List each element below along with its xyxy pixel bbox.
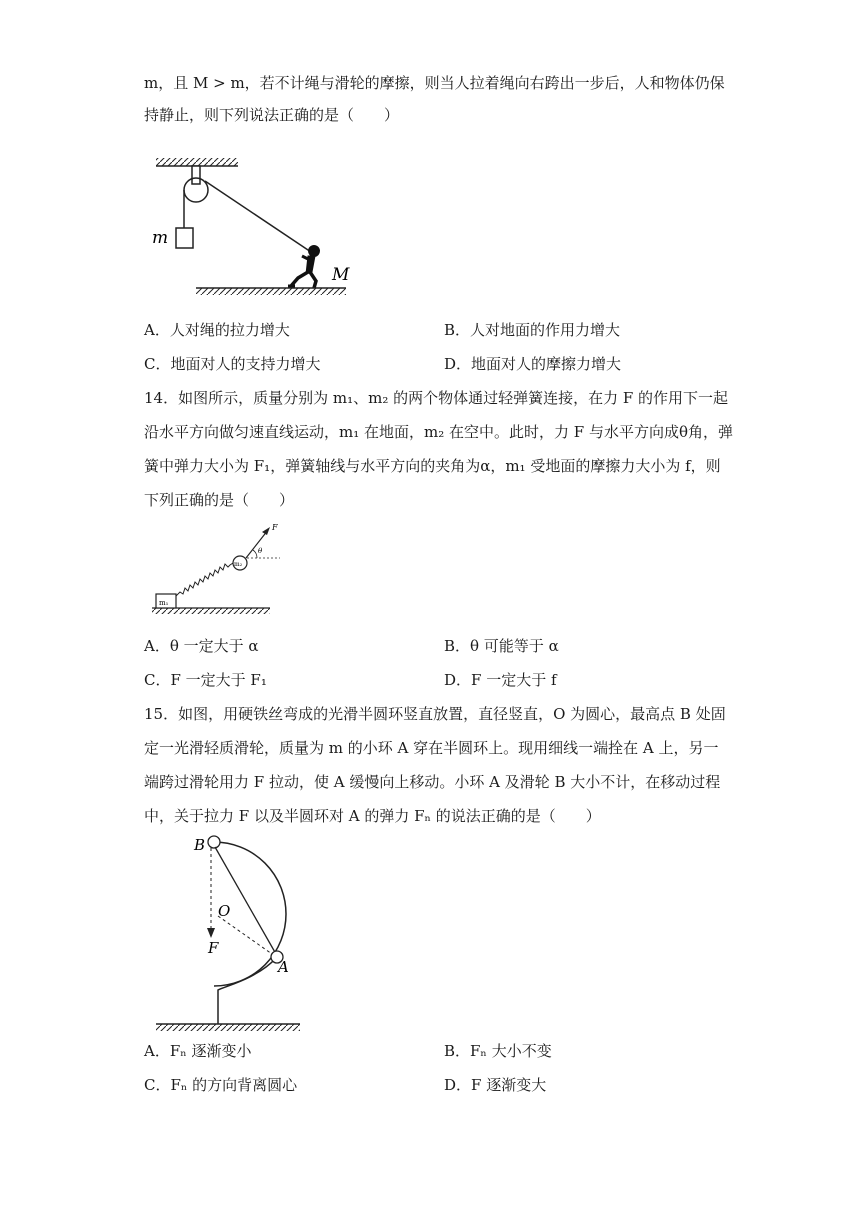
label-m2: m₂ [234, 561, 243, 568]
string-BA [215, 847, 276, 954]
q14-spring-figure [148, 520, 288, 620]
block-m [176, 228, 193, 248]
q13-stem-line-2: 持静止，则下列说法正确的是（ ） [144, 106, 400, 124]
q15-option-c[interactable]: C．Fₙ 的方向背离圆心 [144, 1076, 298, 1094]
q15-option-a[interactable]: A．Fₙ 逐渐变小 [144, 1042, 252, 1060]
q15-option-d[interactable]: D．F 逐渐变大 [444, 1076, 547, 1094]
label-B: B [194, 836, 206, 854]
label-m: m [152, 228, 169, 248]
rope [205, 181, 311, 252]
q15-semicircle-figure [148, 828, 308, 1038]
support-post [218, 958, 276, 1024]
q14-stem-line-2: 沿水平方向做匀速直线运动，m₁ 在地面，m₂ 在空中。此时，力 F 与水平方向成θ角，弹 [144, 423, 733, 441]
q13-stem-line-1: m，且 M > m，若不计绳与滑轮的摩擦，则当人拉着绳向右跨出一步后，人和物体仍保 [144, 74, 725, 92]
q13-option-c[interactable]: C．地面对人的支持力增大 [144, 355, 321, 373]
q15-stem-line-4: 中，关于拉力 F 以及半圆环对 A 的弹力 Fₙ 的说法正确的是（ ） [144, 807, 601, 825]
pulley-B [208, 836, 220, 848]
q15-stem-line-3: 端跨过滑轮用力 F 拉动，使 A 缓慢向上移动。小环 A 及滑轮 B 大小不计，在移动过程 [144, 773, 721, 791]
q14-ground-hatch [152, 608, 270, 614]
q14-option-c[interactable]: C．F 一定大于 F₁ [144, 671, 267, 689]
q14-option-d[interactable]: D．F 一定大于 f [444, 671, 557, 689]
q14-option-a[interactable]: A．θ 一定大于 α [144, 637, 259, 655]
force-arrowhead [207, 928, 215, 938]
ceiling-hatch [156, 158, 238, 166]
q14-stem-line-4: 下列正确的是（ ） [144, 491, 295, 509]
q15-stem-line-1: 15．如图，用硬铁丝弯成的光滑半圆环竖直放置，直径竖直，O 为圆心，最高点 B 处固 [144, 705, 726, 723]
q15-stem-line-2: 定一光滑轻质滑轮，质量为 m 的小环 A 穿在半圆环上。现用细线一端拴在 A 上，另一 [144, 739, 719, 757]
q13-option-d[interactable]: D．地面对人的摩擦力增大 [444, 355, 622, 373]
q13-option-a[interactable]: A．人对绳的拉力增大 [144, 321, 290, 339]
label-m1: m₁ [159, 599, 169, 607]
spring [176, 563, 233, 596]
q14-stem-line-1: 14．如图所示，质量分别为 m₁、m₂ 的两个物体通过轻弹簧连接，在力 F 的作用下一起 [144, 389, 729, 407]
q14-option-b[interactable]: B．θ 可能等于 α [444, 637, 559, 655]
label-F: F [272, 523, 278, 532]
q13-option-b[interactable]: B．人对地面的作用力增大 [444, 321, 621, 339]
person-M [288, 246, 320, 289]
label-M: M [332, 265, 350, 285]
q13-pulley-person-figure [148, 150, 358, 300]
radius-OA [218, 916, 272, 954]
q15-option-b[interactable]: B．Fₙ 大小不变 [444, 1042, 552, 1060]
ground-hatch [196, 288, 346, 295]
force-arrow [246, 530, 268, 558]
label-theta: θ [258, 547, 263, 555]
label-F: F [208, 939, 219, 957]
label-O: O [218, 902, 231, 920]
q15-ground-hatch [156, 1024, 300, 1031]
label-A: A [278, 958, 289, 976]
q14-stem-line-3: 簧中弹力大小为 F₁，弹簧轴线与水平方向的夹角为α，m₁ 受地面的摩擦力大小为 f，则 [144, 457, 721, 475]
